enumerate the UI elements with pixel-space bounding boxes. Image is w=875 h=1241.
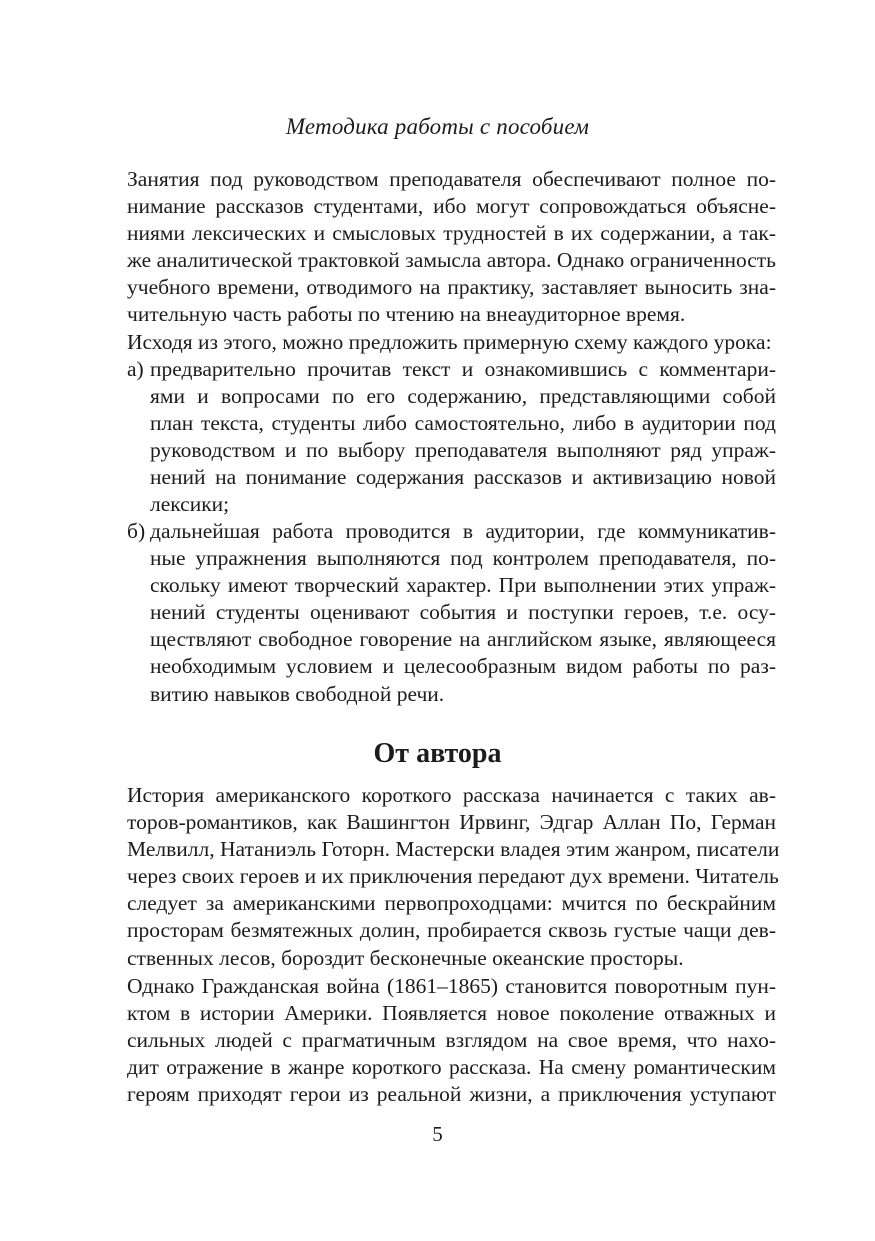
text-line: необходимым условием и целесообразным видом работы по раз- <box>150 654 776 679</box>
text-line: ями и вопросами по его содержанию, представляющими собой <box>150 384 776 409</box>
paragraph-4 <box>127 973 776 1108</box>
text-line: нений студенты оценивают события и поступки героев, т.е. осу- <box>150 600 776 625</box>
text-line: просторам безмятежных долин, пробирается сквозь густые чащи дев- <box>127 918 776 943</box>
text-line: скольку имеют творческий характер. При выполнении этих упраж- <box>150 573 776 598</box>
running-head: Методика работы с пособием <box>285 114 590 139</box>
text-line: следует за американскими первопроходцами: мчится по бескрайним <box>127 891 776 916</box>
text-line: героям приходят герои из реальной жизни, а приключения уступают <box>127 1082 776 1107</box>
text-line: через своих героев и их приключения передают дух времени. Читатель <box>127 864 779 889</box>
text-line: же аналитической трактовкой замысла автора. Однако ограниченность <box>127 248 776 273</box>
text-line: план текста, студенты либо самостоятельно, либо в аудитории под <box>150 411 776 436</box>
text-line: ктом в истории Америки. Появляется новое поколение отважных и <box>127 1001 776 1026</box>
text-line: предварительно прочитав текст и ознакомившись с комментари- <box>150 357 776 381</box>
section-heading: От автора <box>373 738 502 769</box>
text-line: лексики; <box>150 492 230 517</box>
text-line: История американского короткого рассказа начинается с таких ав- <box>127 783 776 807</box>
text-line: ниями лексических и смысловых трудностей в их содержании, а так- <box>127 221 776 246</box>
text-line: сильных людей с прагматичным взглядом на свое время, что нахо- <box>127 1028 776 1053</box>
text-line: Исходя из этого, можно предложить примерную схему каждого урока: <box>127 330 772 354</box>
text-line: витию навыков свободной речи. <box>150 681 445 706</box>
paragraph-1 <box>127 166 776 329</box>
text-line: Однако Гражданская война (1861–1865) становится поворотным пун- <box>127 974 776 998</box>
text-line: дит отражение в жанре короткого рассказа. На смену романтическим <box>127 1055 776 1080</box>
text-line: ные упражнения выполняются под контролем преподавателя, по- <box>150 546 776 571</box>
list-marker: б) <box>127 519 146 543</box>
text-line: Занятия под руководством преподавателя обеспечивают полное по- <box>127 167 776 191</box>
text-line: торов-романтиков, как Вашингтон Ирвинг, Эдгар Аллан По, Герман <box>127 810 776 835</box>
text-line: дальнейшая работа проводится в аудитории, где коммуникатив- <box>150 519 776 543</box>
text-line: нений на понимание содержания рассказов и активизацию новой <box>150 465 776 490</box>
text-line: руководством и по выбору преподавателя выполняют ряд упраж- <box>150 438 776 463</box>
text-line: учебного времени, отводимого на практику, заставляет выносить зна- <box>127 275 776 300</box>
text-line: нимание рассказов студентами, ибо могут сопровождаться объясне- <box>127 194 776 219</box>
list-marker: а) <box>127 357 144 381</box>
page-number: 5 <box>432 1122 443 1146</box>
text-line: ществляют свободное говорение на английском языке, являющееся <box>150 627 776 652</box>
text-line: ственных лесов, бороздит бесконечные океанские просторы. <box>127 945 684 970</box>
text-line: Мелвилл, Натаниэль Готорн. Мастерски владея этим жанром, писатели <box>127 837 780 862</box>
paragraph-2 <box>127 329 776 356</box>
paragraph-3 <box>127 782 780 972</box>
text-line: чительную часть работы по чтению на внеаудиторное время. <box>127 302 686 327</box>
